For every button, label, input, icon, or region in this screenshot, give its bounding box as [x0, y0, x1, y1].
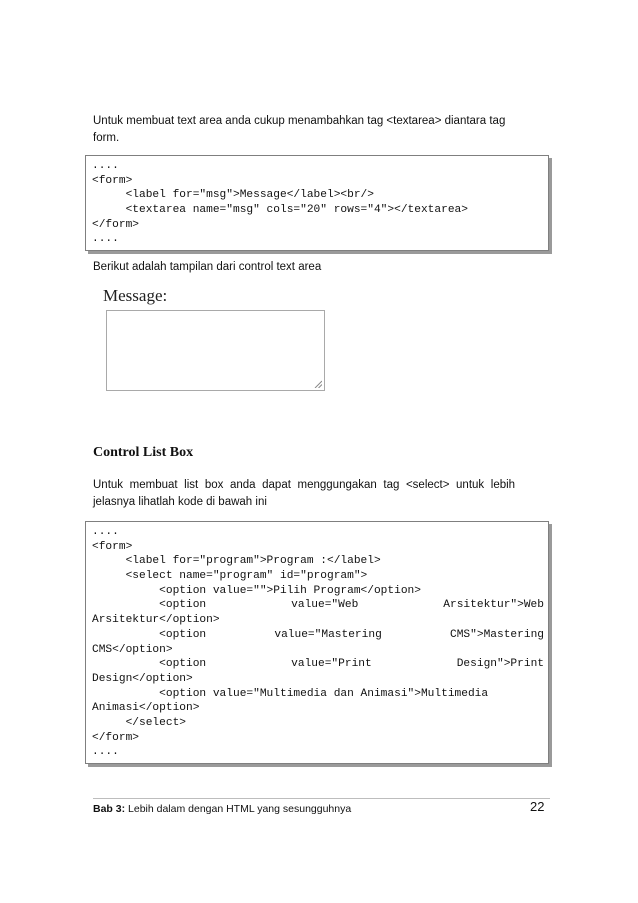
code-line: <label for="program">Program :</label> [92, 555, 381, 568]
intro-paragraph [93, 113, 548, 147]
textarea-code-block [85, 155, 549, 251]
code-token: value="Mastering [274, 628, 382, 641]
intro-line-2: form. [93, 132, 120, 144]
code-token: <option [92, 628, 207, 641]
code-line: <textarea name="msg" cols="20" rows="4"></textarea> [92, 204, 468, 217]
code-token: Design">Print [456, 658, 544, 671]
code-line: <option value="">Pilih Program</option> [92, 584, 421, 597]
code-line: .... [92, 160, 119, 172]
listbox-line-2: jelasnya lihatlah kode di bawah ini [93, 496, 267, 508]
footer-chapter-title [93, 803, 351, 815]
code-line: Arsitektur</option> [92, 614, 220, 627]
section-heading: Control List Box [93, 445, 194, 460]
code-line: .... [92, 526, 119, 538]
code-line: Design</option> [92, 672, 193, 685]
code-token: CMS">Mastering [450, 628, 544, 641]
resize-grip-icon[interactable] [314, 380, 322, 388]
message-textarea[interactable] [106, 310, 325, 391]
code-line [92, 598, 544, 613]
code-line: Animasi</option> [92, 702, 200, 715]
code-line: CMS</option> [92, 643, 173, 656]
textarea-caption: Berikut adalah tampilan dari control text area [93, 261, 322, 273]
footer-title: Lebih dalam dengan HTML yang sesungguhnya [125, 803, 352, 815]
message-label: Message: [103, 286, 168, 305]
code-line [92, 628, 544, 643]
code-line: <select name="program" id="program"> [92, 570, 368, 583]
code-line [92, 657, 544, 672]
page-number: 22 [530, 799, 545, 814]
code-token: value="Web [291, 599, 359, 612]
footer-chapter: Bab 3: [93, 803, 126, 815]
intro-line-1: Untuk membuat text area anda cukup menambahkan tag <textarea> diantara tag [93, 115, 506, 127]
code-token: Arsitektur">Web [443, 599, 544, 612]
code-line: </select> [92, 716, 186, 729]
code-token: <option [92, 658, 207, 671]
footer-divider [93, 798, 550, 799]
code-line: <label for="msg">Message</label><br/> [92, 189, 374, 202]
code-line: <form> [92, 174, 133, 187]
code-line: </form> [92, 218, 139, 231]
listbox-line-1-text: Untuk membuat list box anda dapat menggungakan tag <select> untuk lebih [93, 479, 516, 491]
code-token: value="Print [291, 658, 372, 671]
code-line: <option value="Multimedia dan Animasi">Multimedia [92, 687, 489, 700]
code-line: </form> [92, 731, 139, 744]
code-line: .... [92, 233, 119, 246]
listbox-paragraph [93, 477, 548, 511]
listbox-code-block [85, 521, 549, 764]
code-line: .... [92, 746, 119, 759]
code-line: <form> [92, 540, 133, 553]
listbox-line-1 [93, 477, 548, 494]
code-token: <option [92, 599, 207, 612]
